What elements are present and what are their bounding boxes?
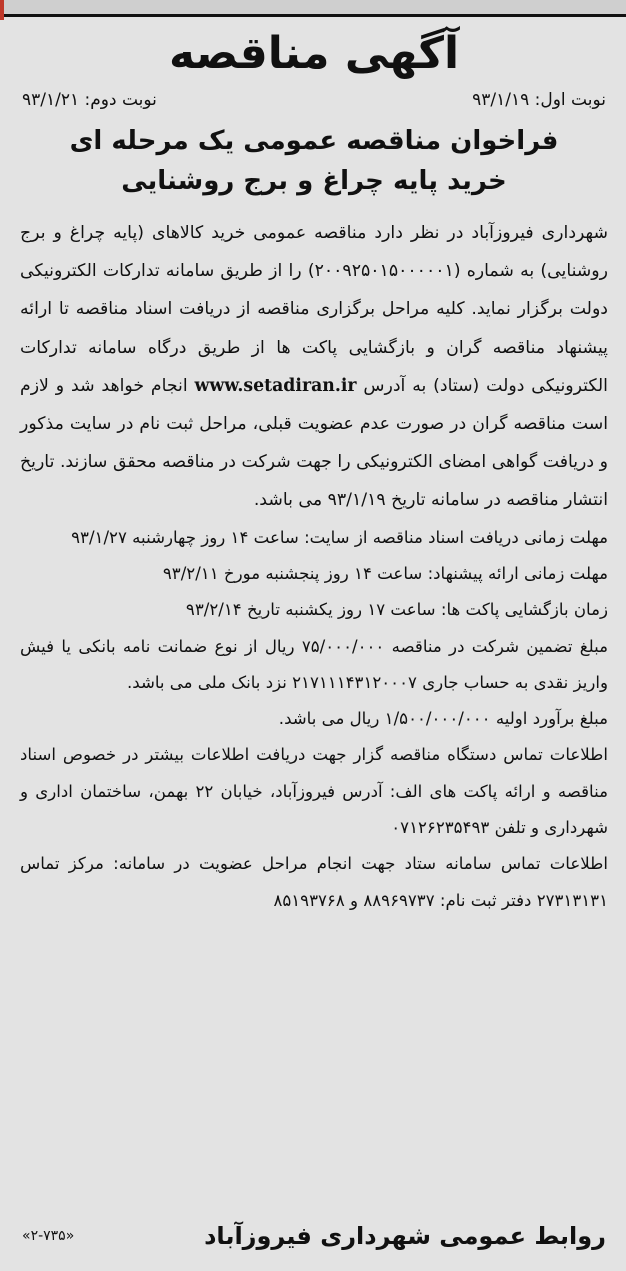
- ad-code: «۲-۷۳۵»: [22, 1228, 75, 1244]
- publisher-name: روابط عمومی شهرداری فیروزآباد: [204, 1222, 606, 1250]
- first-round-date: نوبت اول: ۹۳/۱/۱۹: [472, 90, 606, 110]
- paragraph-text-2: انجام خواهد شد و لازم است مناقصه گران در صورت عدم عضویت قبلی، مراحل ثبت نام در سایت مذکور و دریافت گواهی امضای الکترونیکی را جهت شرکت در مناقصه محقق سازند. تاریخ انتشار مناقصه در سامانه تاریخ ۹۳/۱/۱۹ می باشد.: [20, 375, 608, 511]
- organizer-contact: اطلاعات تماس دستگاه مناقصه گزار جهت دریافت اطلاعات بیشتر در خصوص اسناد مناقصه و ارائه پاکت های الف: آدرس فیروزآباد، خیابان ۲۲ بهمن، ساختمان اداری و شهرداری و تلفن ۰۷۱۲۶۲۳۵۴۹۳: [20, 745, 608, 837]
- paragraph-text-1: شهرداری فیروزآباد در نظر دارد مناقصه عمومی خرید کالاهای (پایه چراغ و برج روشنایی) به شماره (۲۰۰۹۲۵۰۱۵۰۰۰۰۰۱) را از طریق سامانه تدارکات الکترونیکی دولت برگزار نماید. کلیه مراحل برگزاری مناقصه از دریافت اسناد مناقصه تا ارائه پیشنهاد مناقصه گران و بازگشایی پاکت ها از طریق درگاه سامانه تدارکات الکترونیکی دولت (ستاد) به آدرس: [20, 223, 608, 396]
- guarantee-amount: مبلغ تضمین شرکت در مناقصه ۷۵/۰۰۰/۰۰۰ ریال از نوع ضمانت نامه بانکی یا فیش واریز نقدی به حساب جاری ۲۱۷۱۱۱۴۳۱۲۰۰۰۷ نزد بانک ملی می باشد.: [20, 636, 608, 692]
- website-link[interactable]: www.setadiran.ir: [194, 375, 357, 396]
- estimated-amount: مبلغ برآورد اولیه ۱/۵۰۰/۰۰۰/۰۰۰ ریال می باشد.: [278, 709, 608, 729]
- tender-details: [18, 520, 610, 919]
- proposal-deadline: مهلت زمانی ارائه پیشنهاد: ساعت ۱۴ روز پنجشنبه مورخ ۹۳/۲/۱۱: [162, 563, 608, 583]
- main-paragraph: [18, 214, 610, 520]
- edge-mark: [0, 0, 4, 20]
- call-subtitle: فراخوان مناقصه عمومی یک مرحله ای: [69, 126, 559, 156]
- round-dates: [18, 88, 610, 112]
- ad-footer: [18, 1214, 610, 1258]
- item-subtitle: خرید پایه چراغ و برج روشنایی: [121, 166, 507, 196]
- top-border-strip: [0, 0, 626, 17]
- ad-title: آگهی مناقصه: [168, 28, 460, 79]
- document-deadline: مهلت زمانی دریافت اسناد مناقصه از سایت: ساعت ۱۴ روز چهارشنبه ۹۳/۱/۲۷: [71, 527, 608, 547]
- setad-contact: اطلاعات تماس سامانه ستاد جهت انجام مراحل عضویت در سامانه: مرکز تماس ۲۷۳۱۳۱۳۱ دفتر ثبت نام: ۸۸۹۶۹۷۳۷ و ۸۵۱۹۳۷۶۸: [20, 854, 608, 910]
- second-round-date: نوبت دوم: ۹۳/۱/۲۱: [22, 90, 157, 110]
- tender-advertisement: [18, 18, 610, 1258]
- opening-time: زمان بازگشایی پاکت ها: ساعت ۱۷ روز یکشنبه تاریخ ۹۳/۲/۱۴: [185, 600, 608, 620]
